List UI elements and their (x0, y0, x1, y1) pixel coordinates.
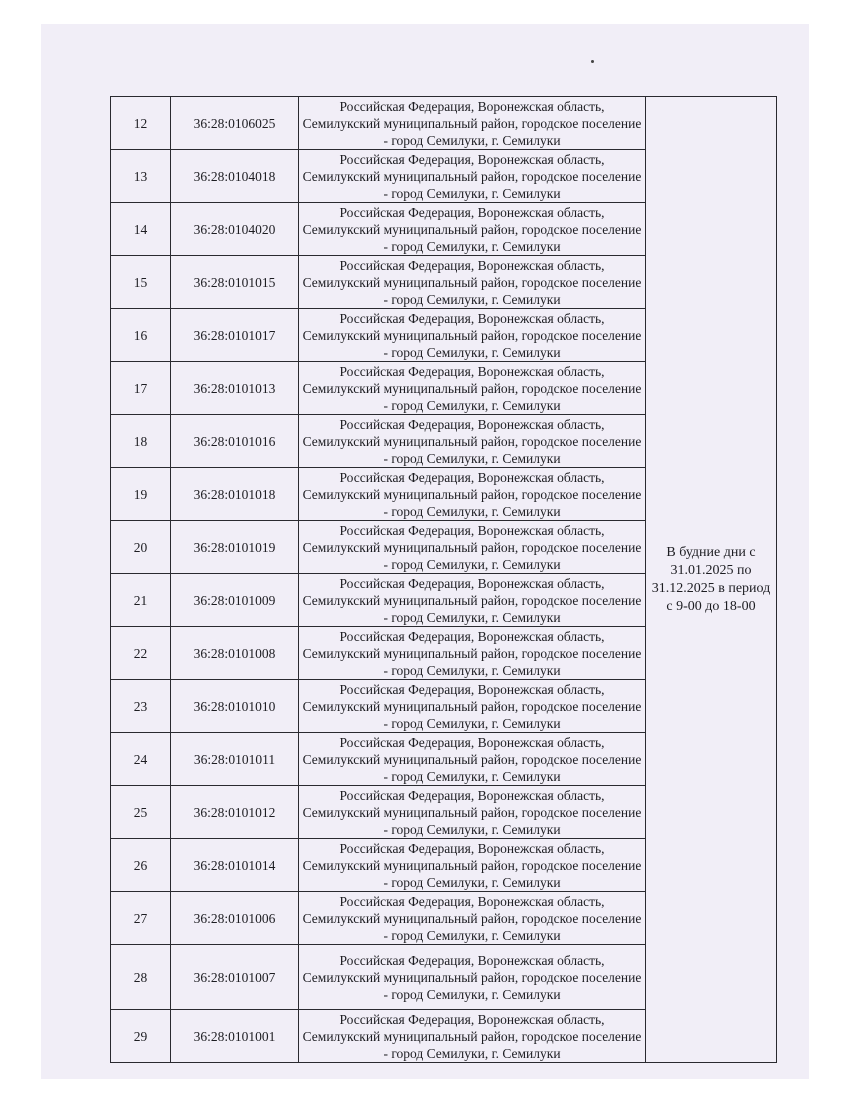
row-number: 17 (111, 362, 171, 415)
address-cell: Российская Федерация, Воронежская область, Семилукский муниципальный район, городское поселение - город Семилуки, г. Семилуки (299, 415, 646, 468)
address-cell: Российская Федерация, Воронежская область, Семилукский муниципальный район, городское поселение - город Семилуки, г. Семилуки (299, 627, 646, 680)
address-cell: Российская Федерация, Воронежская область, Семилукский муниципальный район, городское поселение - город Семилуки, г. Семилуки (299, 203, 646, 256)
cadastral-number: 36:28:0101010 (171, 680, 299, 733)
row-number: 12 (111, 97, 171, 150)
address-cell: Российская Федерация, Воронежская область, Семилукский муниципальный район, городское поселение - город Семилуки, г. Семилуки (299, 892, 646, 945)
table-row (111, 97, 777, 150)
address-cell: Российская Федерация, Воронежская область, Семилукский муниципальный район, городское поселение - город Семилуки, г. Семилуки (299, 521, 646, 574)
address-cell: Российская Федерация, Воронежская область, Семилукский муниципальный район, городское поселение - город Семилуки, г. Семилуки (299, 468, 646, 521)
address-cell: Российская Федерация, Воронежская область, Семилукский муниципальный район, городское поселение - город Семилуки, г. Семилуки (299, 680, 646, 733)
table-body (111, 97, 777, 1063)
row-number: 26 (111, 839, 171, 892)
row-number: 27 (111, 892, 171, 945)
cadastral-number: 36:28:0101014 (171, 839, 299, 892)
row-number: 20 (111, 521, 171, 574)
row-number: 14 (111, 203, 171, 256)
cadastral-number: 36:28:0101017 (171, 309, 299, 362)
row-number: 23 (111, 680, 171, 733)
address-cell: Российская Федерация, Воронежская область, Семилукский муниципальный район, городское поселение - город Семилуки, г. Семилуки (299, 1010, 646, 1063)
schedule-cell: В будние дни с 31.01.2025 по 31.12.2025 в период с 9-00 до 18-00 (646, 97, 777, 1063)
address-cell: Российская Федерация, Воронежская область, Семилукский муниципальный район, городское поселение - город Семилуки, г. Семилуки (299, 945, 646, 1010)
row-number: 25 (111, 786, 171, 839)
address-cell: Российская Федерация, Воронежская область, Семилукский муниципальный район, городское поселение - город Семилуки, г. Семилуки (299, 150, 646, 203)
row-number: 18 (111, 415, 171, 468)
address-cell: Российская Федерация, Воронежская область, Семилукский муниципальный район, городское поселение - город Семилуки, г. Семилуки (299, 309, 646, 362)
cadastral-number: 36:28:0101008 (171, 627, 299, 680)
row-number: 24 (111, 733, 171, 786)
cadastral-number: 36:28:0101019 (171, 521, 299, 574)
cadastral-number: 36:28:0101013 (171, 362, 299, 415)
cadastral-number: 36:28:0106025 (171, 97, 299, 150)
row-number: 21 (111, 574, 171, 627)
address-cell: Российская Федерация, Воронежская область, Семилукский муниципальный район, городское поселение - город Семилуки, г. Семилуки (299, 786, 646, 839)
address-cell: Российская Федерация, Воронежская область, Семилукский муниципальный район, городское поселение - город Семилуки, г. Семилуки (299, 839, 646, 892)
address-cell: Российская Федерация, Воронежская область, Семилукский муниципальный район, городское поселение - город Семилуки, г. Семилуки (299, 97, 646, 150)
row-number: 15 (111, 256, 171, 309)
row-number: 28 (111, 945, 171, 1010)
address-cell: Российская Федерация, Воронежская область, Семилукский муниципальный район, городское поселение - город Семилуки, г. Семилуки (299, 256, 646, 309)
cadastral-number: 36:28:0101009 (171, 574, 299, 627)
row-number: 16 (111, 309, 171, 362)
cadastral-number: 36:28:0101018 (171, 468, 299, 521)
cadastral-number: 36:28:0101012 (171, 786, 299, 839)
cadastral-number: 36:28:0101007 (171, 945, 299, 1010)
row-number: 19 (111, 468, 171, 521)
address-cell: Российская Федерация, Воронежская область, Семилукский муниципальный район, городское поселение - город Семилуки, г. Семилуки (299, 733, 646, 786)
address-cell: Российская Федерация, Воронежская область, Семилукский муниципальный район, городское поселение - город Семилуки, г. Семилуки (299, 574, 646, 627)
cadastral-number: 36:28:0101016 (171, 415, 299, 468)
row-number: 22 (111, 627, 171, 680)
cadastral-number: 36:28:0101006 (171, 892, 299, 945)
address-cell: Российская Федерация, Воронежская область, Семилукский муниципальный район, городское поселение - город Семилуки, г. Семилуки (299, 362, 646, 415)
cadastral-number: 36:28:0104018 (171, 150, 299, 203)
row-number: 13 (111, 150, 171, 203)
scan-speck (591, 60, 594, 63)
row-number: 29 (111, 1010, 171, 1063)
cadastral-number: 36:28:0104020 (171, 203, 299, 256)
cadastral-number: 36:28:0101001 (171, 1010, 299, 1063)
cadastral-number: 36:28:0101011 (171, 733, 299, 786)
cadastral-table (110, 96, 777, 1063)
cadastral-number: 36:28:0101015 (171, 256, 299, 309)
